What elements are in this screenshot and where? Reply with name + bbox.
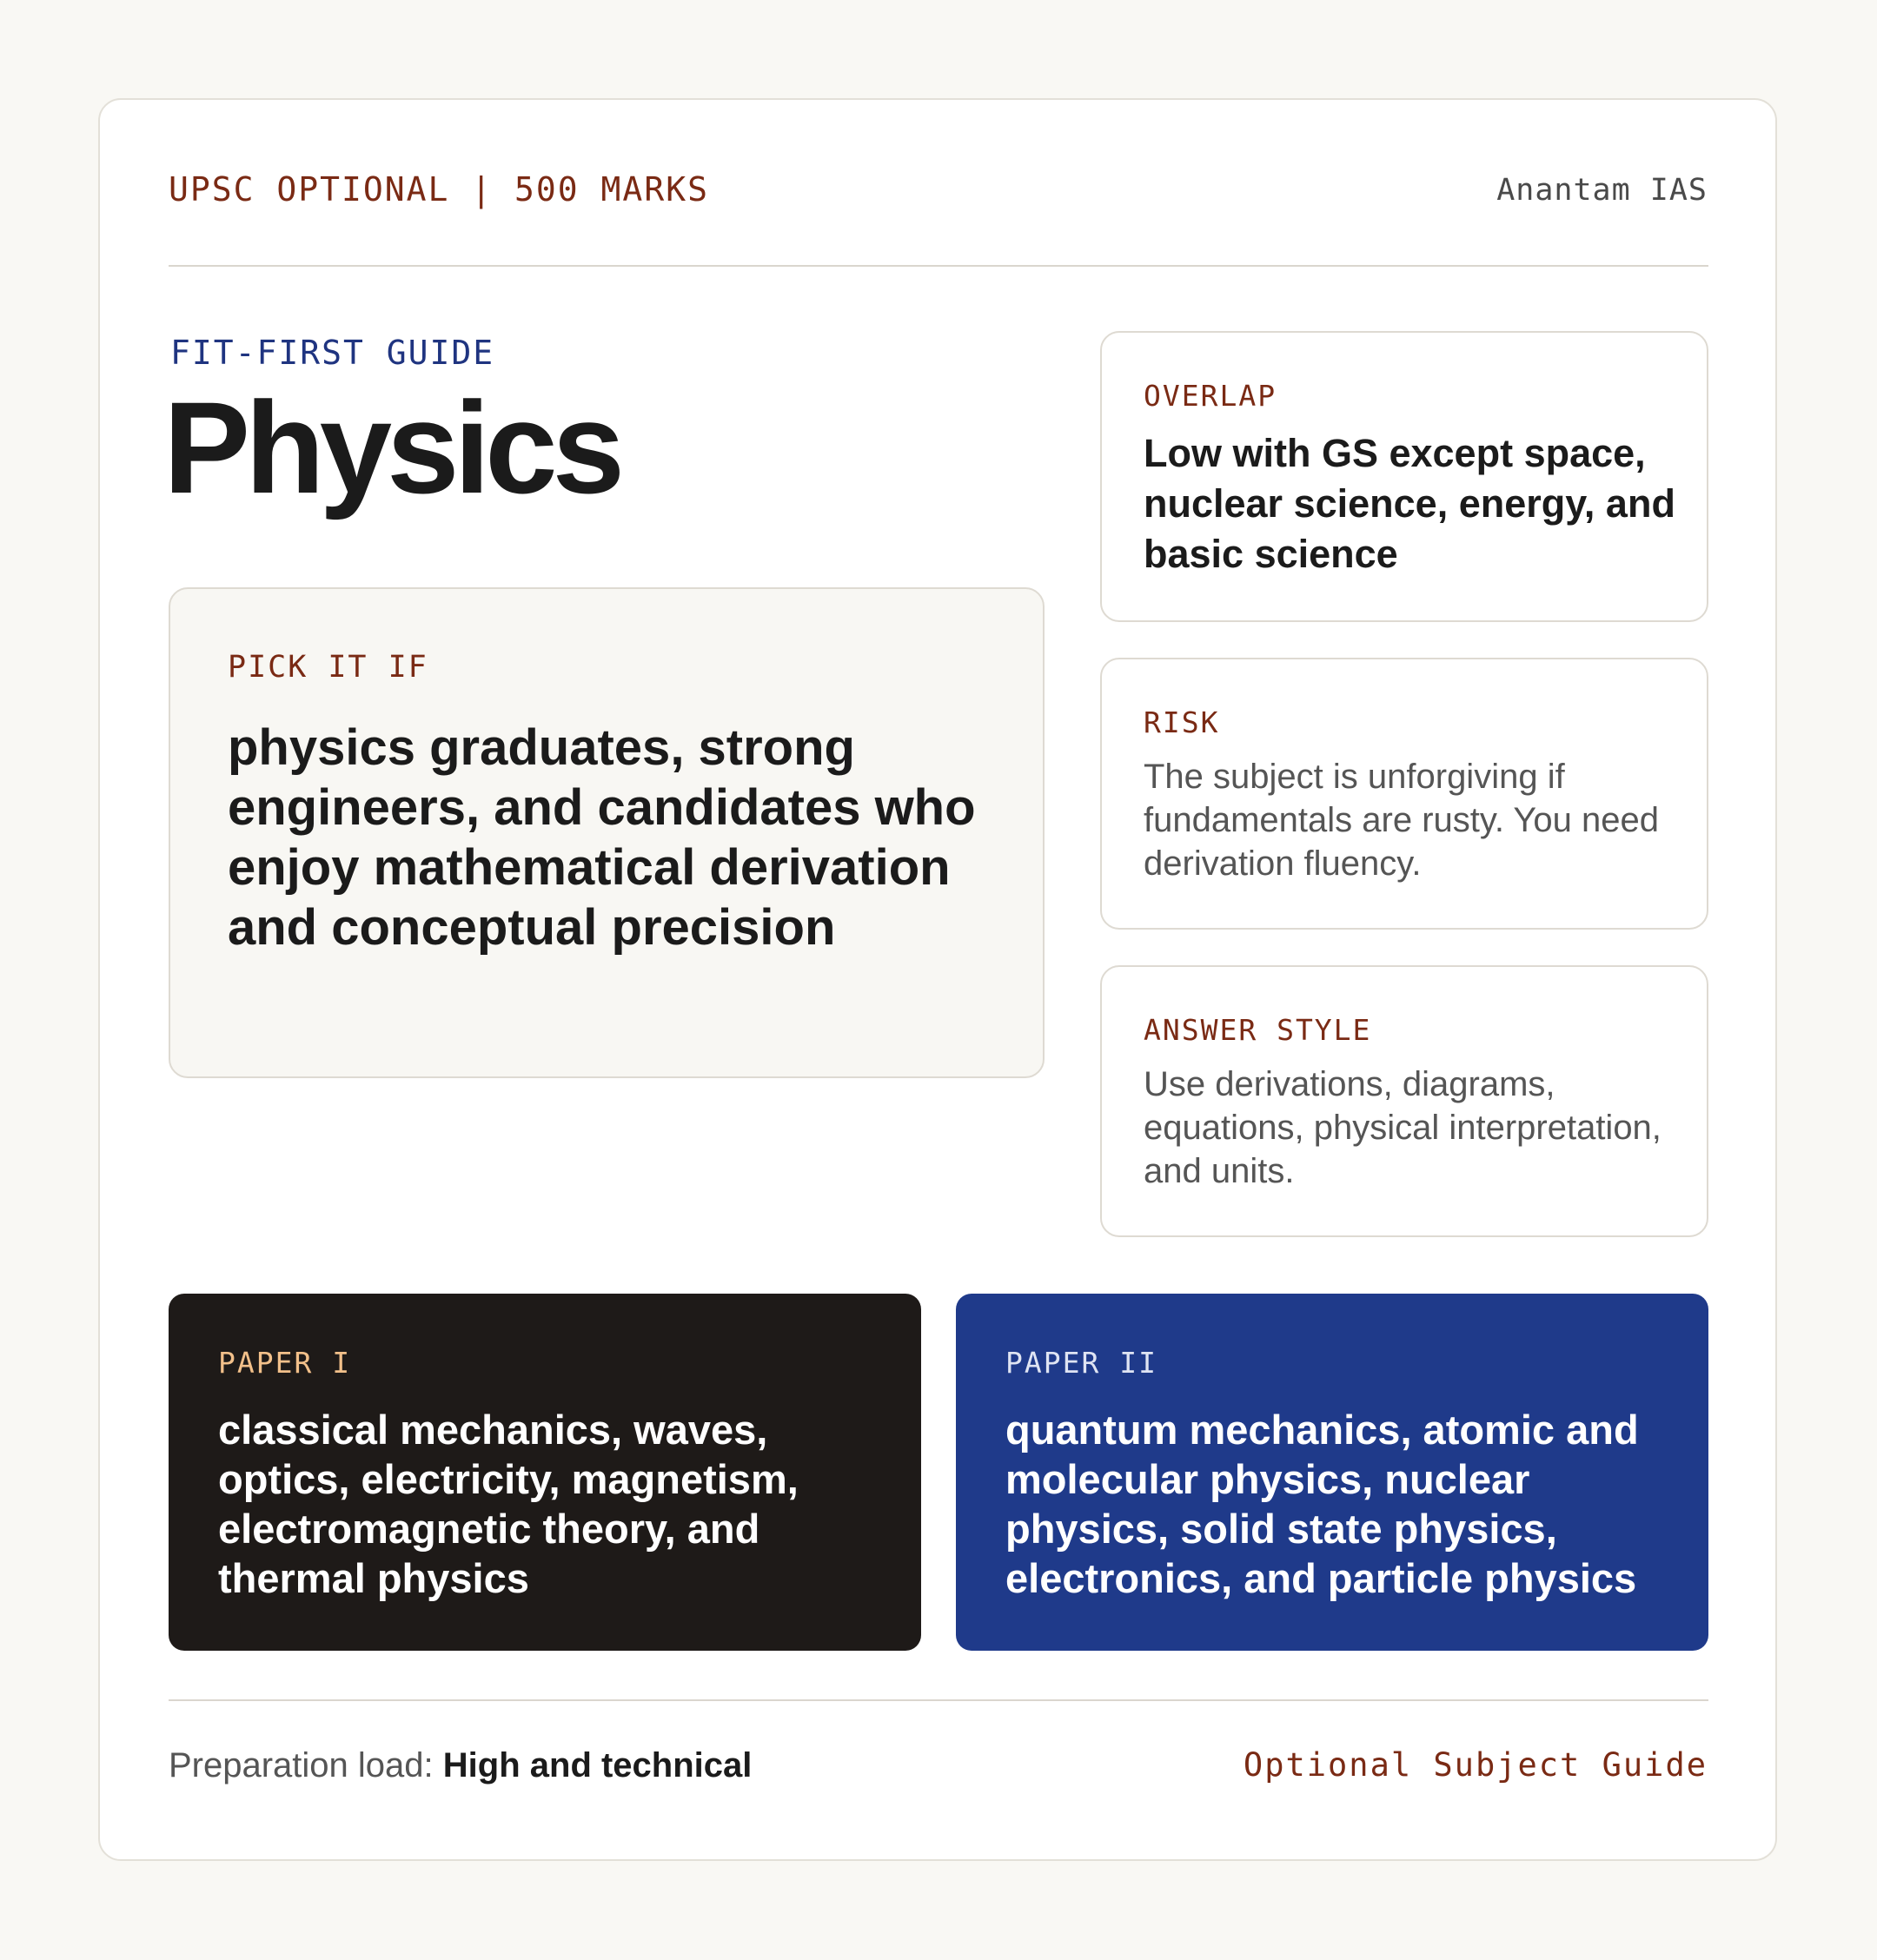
paper-2-text: quantum mechanics, atomic and molecular physics, nuclear physics, solid state physics, electronics, and particle physics [1005, 1407, 1639, 1601]
paper-2-panel [956, 1294, 1708, 1651]
paper-1-text: classical mechanics, waves, optics, electricity, magnetism, electromagnetic theory, and thermal physics [218, 1407, 799, 1601]
brand-name: Anantam IAS [1496, 173, 1708, 208]
risk-text: The subject is unforgiving if fundamentals are rusty. You need derivation fluency. [1144, 758, 1660, 883]
preparation-load [169, 1746, 752, 1785]
exam-tag: UPSC OPTIONAL | 500 MARKS [169, 170, 709, 209]
series-name: Optional Subject Guide [1243, 1746, 1708, 1784]
guide-eyebrow: FIT-FIRST GUIDE [170, 334, 495, 372]
risk-label: RISK [1144, 705, 1220, 739]
answer-style-panel [1100, 965, 1708, 1237]
pick-it-if-panel [169, 587, 1045, 1078]
header-divider [169, 265, 1708, 267]
answer-style-label: ANSWER STYLE [1144, 1013, 1372, 1047]
paper-2-label: PAPER II [1005, 1346, 1157, 1380]
overlap-text: Low with GS except space, nuclear science, energy, and basic science [1144, 431, 1675, 576]
paper-1-panel [169, 1294, 921, 1651]
pick-it-if-label: PICK IT IF [228, 650, 428, 685]
footer-divider [169, 1699, 1708, 1701]
preparation-load-label: Preparation load: [169, 1746, 434, 1785]
pick-it-if-text: physics graduates, strong engineers, and candidates who enjoy mathematical derivation and conceptual precision [228, 719, 976, 956]
preparation-load-value: High and technical [442, 1746, 753, 1785]
paper-1-label: PAPER I [218, 1346, 352, 1380]
answer-style-text: Use derivations, diagrams, equations, physical interpretation, and units. [1144, 1065, 1661, 1190]
overlap-label: OVERLAP [1144, 379, 1277, 413]
overlap-panel [1100, 331, 1708, 622]
risk-panel [1100, 658, 1708, 930]
page-title: Physics [163, 374, 620, 520]
